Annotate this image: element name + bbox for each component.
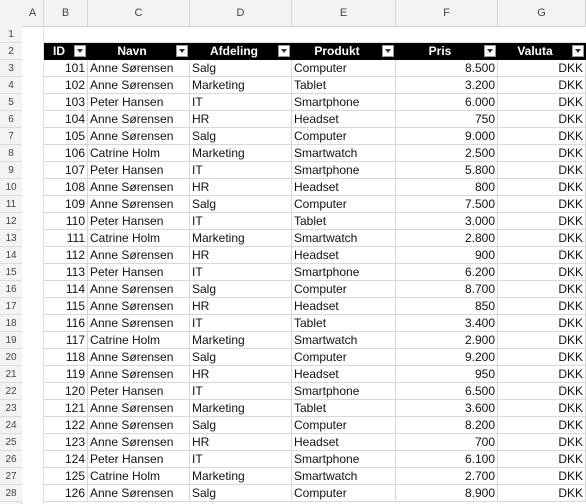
cell-id[interactable]: 115 — [44, 298, 88, 314]
cell-product[interactable]: Smartphone — [292, 162, 396, 178]
table-row — [44, 298, 586, 315]
cell-price[interactable]: 750 — [396, 111, 498, 127]
table-row — [44, 485, 586, 502]
cell-currency[interactable]: DKK — [498, 434, 586, 450]
column-header-e[interactable]: E — [292, 0, 396, 26]
filter-dropdown-icon[interactable] — [74, 45, 86, 57]
row-header[interactable]: 12 — [0, 213, 22, 230]
cell-price[interactable]: 5.800 — [396, 162, 498, 178]
cell-id[interactable]: 101 — [44, 60, 88, 76]
cell-dept[interactable]: HR — [190, 247, 292, 263]
cell-currency[interactable]: DKK — [498, 162, 586, 178]
cell-product[interactable]: Tablet — [292, 213, 396, 229]
table-row — [44, 400, 586, 417]
cell-id[interactable]: 118 — [44, 349, 88, 365]
cell-price[interactable]: 9.000 — [396, 128, 498, 144]
cell-price[interactable]: 2.900 — [396, 332, 498, 348]
table-row — [44, 179, 586, 196]
table-row — [44, 213, 586, 230]
filter-dropdown-icon[interactable] — [382, 45, 394, 57]
table-row — [44, 145, 586, 162]
cell-currency[interactable]: DKK — [498, 366, 586, 382]
cell-name[interactable]: Anne Sørensen — [88, 196, 190, 212]
cell-id[interactable]: 125 — [44, 468, 88, 484]
row-header[interactable]: 22 — [0, 383, 22, 400]
cell-product[interactable]: Headset — [292, 111, 396, 127]
cell-product[interactable]: Smartphone — [292, 383, 396, 399]
cell-product[interactable]: Headset — [292, 298, 396, 314]
cell-product[interactable]: Headset — [292, 366, 396, 382]
cell-dept[interactable]: Salg — [190, 349, 292, 365]
table-row — [44, 383, 586, 400]
row-header[interactable]: 2 — [0, 43, 22, 60]
cell-name[interactable]: Peter Hansen — [88, 162, 190, 178]
cell-name[interactable]: Anne Sørensen — [88, 485, 190, 501]
cell-product[interactable]: Headset — [292, 434, 396, 450]
row-header[interactable]: 5 — [0, 94, 22, 111]
cell-dept[interactable]: HR — [190, 434, 292, 450]
cell-currency[interactable]: DKK — [498, 451, 586, 467]
cell-name[interactable]: Peter Hansen — [88, 213, 190, 229]
cell-dept[interactable]: HR — [190, 111, 292, 127]
cell-price[interactable]: 9.200 — [396, 349, 498, 365]
cell-name[interactable]: Anne Sørensen — [88, 434, 190, 450]
cell-currency[interactable]: DKK — [498, 77, 586, 93]
cell-dept[interactable]: Salg — [190, 196, 292, 212]
cell-currency[interactable]: DKK — [498, 94, 586, 110]
header-currency: Valuta — [517, 44, 553, 58]
table-row — [44, 349, 586, 366]
row-header[interactable]: 28 — [0, 485, 22, 502]
header-dept: Afdeling — [210, 44, 258, 58]
row-header[interactable]: 25 — [0, 434, 22, 451]
cell-id[interactable]: 102 — [44, 77, 88, 93]
cell-product[interactable]: Tablet — [292, 315, 396, 331]
cell-dept[interactable]: Salg — [190, 128, 292, 144]
cell-id[interactable]: 104 — [44, 111, 88, 127]
header-price: Pris — [428, 44, 452, 58]
row-header[interactable]: 9 — [0, 162, 22, 179]
cell-currency[interactable]: DKK — [498, 417, 586, 433]
cell-product[interactable]: Smartphone — [292, 94, 396, 110]
table-header-row — [44, 43, 586, 60]
cell-dept[interactable]: IT — [190, 94, 292, 110]
cell-price[interactable]: 6.200 — [396, 264, 498, 280]
table-row — [44, 434, 586, 451]
row-header[interactable]: 6 — [0, 111, 22, 128]
table-row — [44, 366, 586, 383]
cell-currency[interactable]: DKK — [498, 230, 586, 246]
cell-currency[interactable]: DKK — [498, 485, 586, 501]
cell-name[interactable]: Peter Hansen — [88, 451, 190, 467]
cell-name[interactable]: Peter Hansen — [88, 94, 190, 110]
row-header[interactable]: 23 — [0, 400, 22, 417]
row-header[interactable]: 7 — [0, 128, 22, 145]
row-header[interactable]: 10 — [0, 179, 22, 196]
cell-id[interactable]: 126 — [44, 485, 88, 501]
table-row — [44, 128, 586, 145]
cell-product[interactable]: Headset — [292, 179, 396, 195]
cell-name[interactable]: Anne Sørensen — [88, 349, 190, 365]
table-row — [44, 196, 586, 213]
cell-product[interactable]: Smartphone — [292, 264, 396, 280]
cell-price[interactable]: 3.400 — [396, 315, 498, 331]
cell-price[interactable]: 2.700 — [396, 468, 498, 484]
cell-name[interactable]: Catrine Holm — [88, 230, 190, 246]
cell-product[interactable]: Smartphone — [292, 451, 396, 467]
cell-currency[interactable]: DKK — [498, 128, 586, 144]
cell-price[interactable]: 6.100 — [396, 451, 498, 467]
cell-dept[interactable]: Marketing — [190, 145, 292, 161]
cell-dept[interactable]: IT — [190, 162, 292, 178]
cell-price[interactable]: 6.500 — [396, 383, 498, 399]
table-row — [44, 451, 586, 468]
row-header[interactable]: 14 — [0, 247, 22, 264]
table-row — [44, 162, 586, 179]
cell-product[interactable]: Smartwatch — [292, 332, 396, 348]
cell-id[interactable]: 106 — [44, 145, 88, 161]
cell-id[interactable]: 123 — [44, 434, 88, 450]
cell-name[interactable]: Anne Sørensen — [88, 247, 190, 263]
cell-product[interactable]: Computer — [292, 349, 396, 365]
cell-name[interactable]: Anne Sørensen — [88, 77, 190, 93]
cell-name[interactable]: Anne Sørensen — [88, 111, 190, 127]
cell-dept[interactable]: IT — [190, 315, 292, 331]
column-header-f[interactable]: F — [396, 0, 498, 26]
cell-product[interactable]: Tablet — [292, 400, 396, 416]
column-header-c[interactable]: C — [88, 0, 190, 26]
header-product: Produkt — [314, 44, 360, 58]
cell-price[interactable]: 3.200 — [396, 77, 498, 93]
row-header[interactable]: 15 — [0, 264, 22, 281]
table-row — [44, 230, 586, 247]
row-header[interactable]: 27 — [0, 468, 22, 485]
cell-id[interactable]: 116 — [44, 315, 88, 331]
row-header[interactable]: 8 — [0, 145, 22, 162]
cell-product[interactable]: Computer — [292, 417, 396, 433]
row-header[interactable]: 18 — [0, 315, 22, 332]
cell-dept[interactable]: Marketing — [190, 230, 292, 246]
cell-price[interactable]: 2.500 — [396, 145, 498, 161]
cell-price[interactable]: 800 — [396, 179, 498, 195]
cell-name[interactable]: Anne Sørensen — [88, 366, 190, 382]
table-row — [44, 332, 586, 349]
cell-product[interactable]: Smartwatch — [292, 145, 396, 161]
cell-currency[interactable]: DKK — [498, 213, 586, 229]
table-row — [44, 417, 586, 434]
cell-dept[interactable]: IT — [190, 264, 292, 280]
cell-price[interactable]: 950 — [396, 366, 498, 382]
cell-dept[interactable]: HR — [190, 298, 292, 314]
cell-price[interactable]: 900 — [396, 247, 498, 263]
table-row — [44, 111, 586, 128]
cell-name[interactable]: Catrine Holm — [88, 332, 190, 348]
cell-id[interactable]: 122 — [44, 417, 88, 433]
column-a — [22, 26, 44, 504]
cell-currency[interactable]: DKK — [498, 281, 586, 297]
cell-name[interactable]: Catrine Holm — [88, 145, 190, 161]
table-row — [44, 264, 586, 281]
cell-name[interactable]: Peter Hansen — [88, 383, 190, 399]
cell-product[interactable]: Smartwatch — [292, 230, 396, 246]
cell-price[interactable]: 3.000 — [396, 213, 498, 229]
cell-id[interactable]: 108 — [44, 179, 88, 195]
table-row — [44, 247, 586, 264]
cell-currency[interactable]: DKK — [498, 383, 586, 399]
table-row — [44, 77, 586, 94]
cell-currency[interactable]: DKK — [498, 332, 586, 348]
row-header[interactable]: 24 — [0, 417, 22, 434]
cell-name[interactable]: Peter Hansen — [88, 264, 190, 280]
table-row — [44, 60, 586, 77]
cell-id[interactable]: 110 — [44, 213, 88, 229]
cell-price[interactable]: 850 — [396, 298, 498, 314]
row-header[interactable]: 13 — [0, 230, 22, 247]
row-header[interactable]: 11 — [0, 196, 22, 213]
cell-name[interactable]: Anne Sørensen — [88, 281, 190, 297]
cell-dept[interactable]: HR — [190, 366, 292, 382]
row-header[interactable]: 4 — [0, 77, 22, 94]
cell-id[interactable]: 112 — [44, 247, 88, 263]
cell-product[interactable]: Computer — [292, 485, 396, 501]
cell-name[interactable]: Anne Sørensen — [88, 315, 190, 331]
cell-id[interactable]: 124 — [44, 451, 88, 467]
cell-dept[interactable]: Marketing — [190, 332, 292, 348]
row-header[interactable]: 21 — [0, 366, 22, 383]
cell-id[interactable]: 109 — [44, 196, 88, 212]
cell-price[interactable]: 8.700 — [396, 281, 498, 297]
table-row — [44, 468, 586, 485]
table-row — [44, 94, 586, 111]
cell-dept[interactable]: Salg — [190, 60, 292, 76]
column-header-d[interactable]: D — [190, 0, 292, 26]
cell-currency[interactable]: DKK — [498, 247, 586, 263]
cell-id[interactable]: 120 — [44, 383, 88, 399]
cell-currency[interactable]: DKK — [498, 179, 586, 195]
cell-id[interactable]: 111 — [44, 230, 88, 246]
cell-id[interactable]: 105 — [44, 128, 88, 144]
row-header[interactable]: 3 — [0, 60, 22, 77]
empty-row — [44, 26, 586, 43]
cell-dept[interactable]: Marketing — [190, 468, 292, 484]
cell-currency[interactable]: DKK — [498, 60, 586, 76]
cell-name[interactable]: Catrine Holm — [88, 468, 190, 484]
cell-dept[interactable]: Salg — [190, 417, 292, 433]
cell-dept[interactable]: IT — [190, 451, 292, 467]
cell-dept[interactable]: HR — [190, 179, 292, 195]
cell-product[interactable]: Computer — [292, 196, 396, 212]
filter-dropdown-icon[interactable] — [278, 45, 290, 57]
cell-product[interactable]: Computer — [292, 60, 396, 76]
cell-currency[interactable]: DKK — [498, 315, 586, 331]
cell-currency[interactable]: DKK — [498, 468, 586, 484]
cell-dept[interactable]: Salg — [190, 485, 292, 501]
cell-price[interactable]: 3.600 — [396, 400, 498, 416]
row-header[interactable]: 17 — [0, 298, 22, 315]
cell-currency[interactable]: DKK — [498, 349, 586, 365]
cell-name[interactable]: Anne Sørensen — [88, 417, 190, 433]
header-id: ID — [53, 44, 65, 58]
cell-name[interactable]: Anne Sørensen — [88, 298, 190, 314]
column-header-a[interactable]: A — [22, 0, 44, 26]
cell-name[interactable]: Anne Sørensen — [88, 128, 190, 144]
row-header[interactable]: 26 — [0, 451, 22, 468]
header-name: Navn — [117, 44, 147, 58]
cell-dept[interactable]: IT — [190, 213, 292, 229]
cell-name[interactable]: Anne Sørensen — [88, 400, 190, 416]
cell-dept[interactable]: IT — [190, 383, 292, 399]
cell-price[interactable]: 700 — [396, 434, 498, 450]
cell-id[interactable]: 103 — [44, 94, 88, 110]
cell-price[interactable]: 8.500 — [396, 60, 498, 76]
row-header[interactable]: 20 — [0, 349, 22, 366]
cell-currency[interactable]: DKK — [498, 400, 586, 416]
table-row — [44, 315, 586, 332]
cell-currency[interactable]: DKK — [498, 264, 586, 280]
column-header-b[interactable]: B — [44, 0, 88, 26]
cell-product[interactable]: Headset — [292, 247, 396, 263]
row-header[interactable]: 16 — [0, 281, 22, 298]
filter-dropdown-icon[interactable] — [572, 45, 584, 57]
cell-price[interactable]: 8.900 — [396, 485, 498, 501]
cell-dept[interactable]: Marketing — [190, 400, 292, 416]
cell-price[interactable]: 8.200 — [396, 417, 498, 433]
filter-dropdown-icon[interactable] — [176, 45, 188, 57]
cell-currency[interactable]: DKK — [498, 196, 586, 212]
cell-id[interactable]: 113 — [44, 264, 88, 280]
cell-name[interactable]: Anne Sørensen — [88, 179, 190, 195]
cell-currency[interactable]: DKK — [498, 145, 586, 161]
cell-id[interactable]: 114 — [44, 281, 88, 297]
cell-product[interactable]: Computer — [292, 128, 396, 144]
filter-dropdown-icon[interactable] — [484, 45, 496, 57]
cell-price[interactable]: 7.500 — [396, 196, 498, 212]
cell-price[interactable]: 2.800 — [396, 230, 498, 246]
cell-id[interactable]: 107 — [44, 162, 88, 178]
cell-dept[interactable]: Marketing — [190, 77, 292, 93]
cell-dept[interactable]: Salg — [190, 281, 292, 297]
cell-price[interactable]: 6.000 — [396, 94, 498, 110]
cell-id[interactable]: 121 — [44, 400, 88, 416]
column-header-g[interactable]: G — [498, 0, 586, 26]
row-header[interactable]: 19 — [0, 332, 22, 349]
cell-currency[interactable]: DKK — [498, 298, 586, 314]
cell-product[interactable]: Tablet — [292, 77, 396, 93]
cell-id[interactable]: 119 — [44, 366, 88, 382]
cell-product[interactable]: Computer — [292, 281, 396, 297]
cell-currency[interactable]: DKK — [498, 111, 586, 127]
row-header[interactable]: 1 — [0, 26, 22, 43]
cell-product[interactable]: Smartwatch — [292, 468, 396, 484]
table-row — [44, 281, 586, 298]
cell-name[interactable]: Anne Sørensen — [88, 60, 190, 76]
cell-id[interactable]: 117 — [44, 332, 88, 348]
